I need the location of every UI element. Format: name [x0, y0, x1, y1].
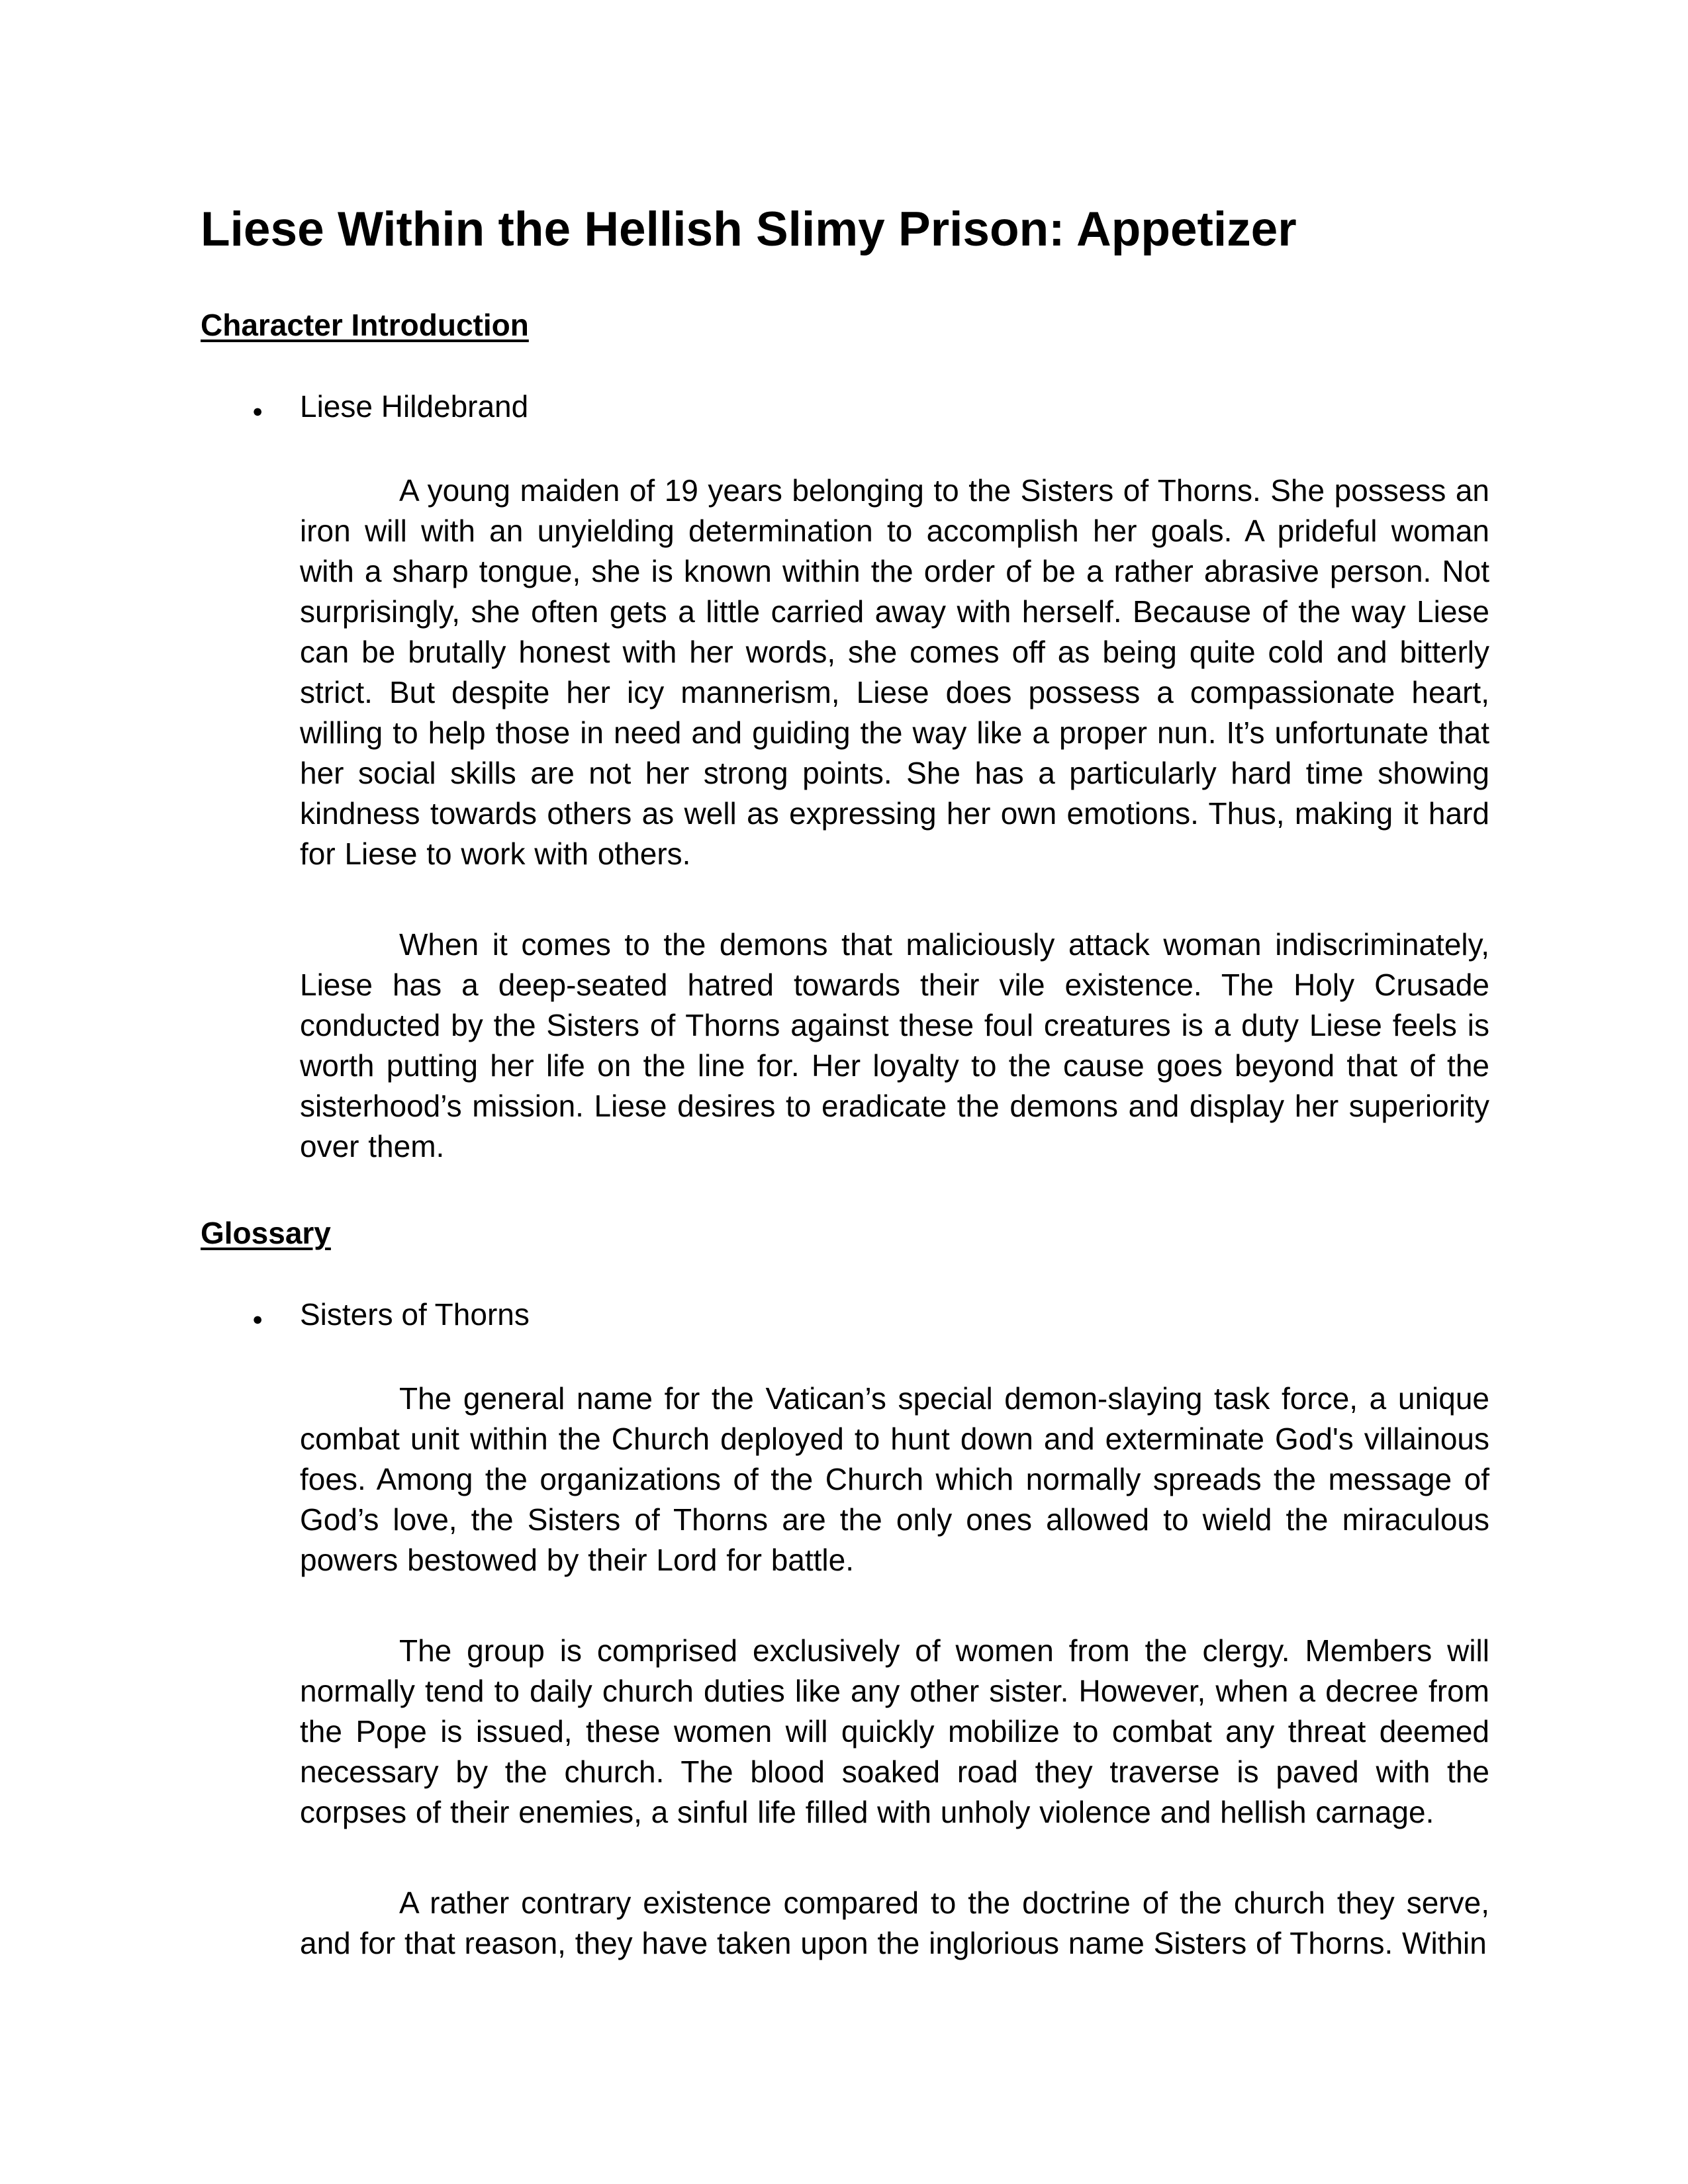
paragraph: A young maiden of 19 years belonging to the Sisters of Thorns. She possess an iron will with an unyielding determination to accomplish her goals. A prideful woman with a sharp tongue, she is known within the order of be a rather abrasive person. Not surprisingly, she often gets a little carried away with herself. Because of the way Liese can be brutally honest with her words, she comes off as being quite cold and bitterly strict. But despite her icy mannerism, Liese does possess a compassionate heart, willing to help those in need and guiding the way like a proper nun. It’s unfortunate that her social skills are not her strong points. She has a particularly hard time showing kindness towards others as well as expressing her own emotions. Thus, making it hard for Liese to work with others.	[300, 473, 1489, 871]
list-item-label: Sisters of Thorns	[300, 1297, 530, 1332]
paragraph: A rather contrary existence compared to the doctrine of the church they serve, and for that reason, they have taken upon the inglorious name Sisters of Thorns. Within	[300, 1886, 1489, 1960]
section-heading-text: Character Introduction	[201, 308, 529, 342]
list-item-sisters-of-thorns	[252, 1295, 1489, 1335]
section-heading-text: Glossary	[201, 1216, 331, 1250]
paragraph: When it comes to the demons that maliciously attack woman indiscriminately, Liese has a deep-seated hatred towards their vile existence. The Holy Crusade conducted by the Sisters of Thorns against these foul creatures is a duty Liese feels is worth putting her life on the line for. Her loyalty to the cause goes beyond that of the sisterhood’s mission. Liese desires to eradicate the demons and display her superiority over them.	[300, 927, 1489, 1163]
bullet-icon: ●	[252, 1309, 263, 1329]
section-glossary	[201, 1213, 1489, 1964]
document-title: Liese Within the Hellish Slimy Prison: Appetizer	[201, 203, 1297, 256]
list-item-label: Liese Hildebrand	[300, 389, 529, 424]
section-heading-character-introduction	[201, 305, 1489, 345]
bullet-icon: ●	[252, 401, 263, 421]
section-character-introduction	[201, 305, 1489, 1167]
section-heading-glossary	[201, 1213, 1489, 1253]
list-item-liese-hildebrand	[252, 387, 1489, 427]
paragraph: The general name for the Vatican’s special demon-slaying task force, a unique combat unit within the Church deployed to hunt down and exterminate God's villainous foes. Among the organizations of the Church which normally spreads the message of God’s love, the Sisters of Thorns are the only ones allowed to wield the miraculous powers bestowed by their Lord for battle.	[300, 1381, 1489, 1577]
paragraph: The group is comprised exclusively of women from the clergy. Members will normally tend to daily church duties like any other sister. However, when a decree from the Pope is issued, these women will quickly mobilize to combat any threat deemed necessary by the church. The blood soaked road they traverse is paved with the corpses of their enemies, a sinful life filled with unholy violence and hellish carnage.	[300, 1633, 1489, 1829]
